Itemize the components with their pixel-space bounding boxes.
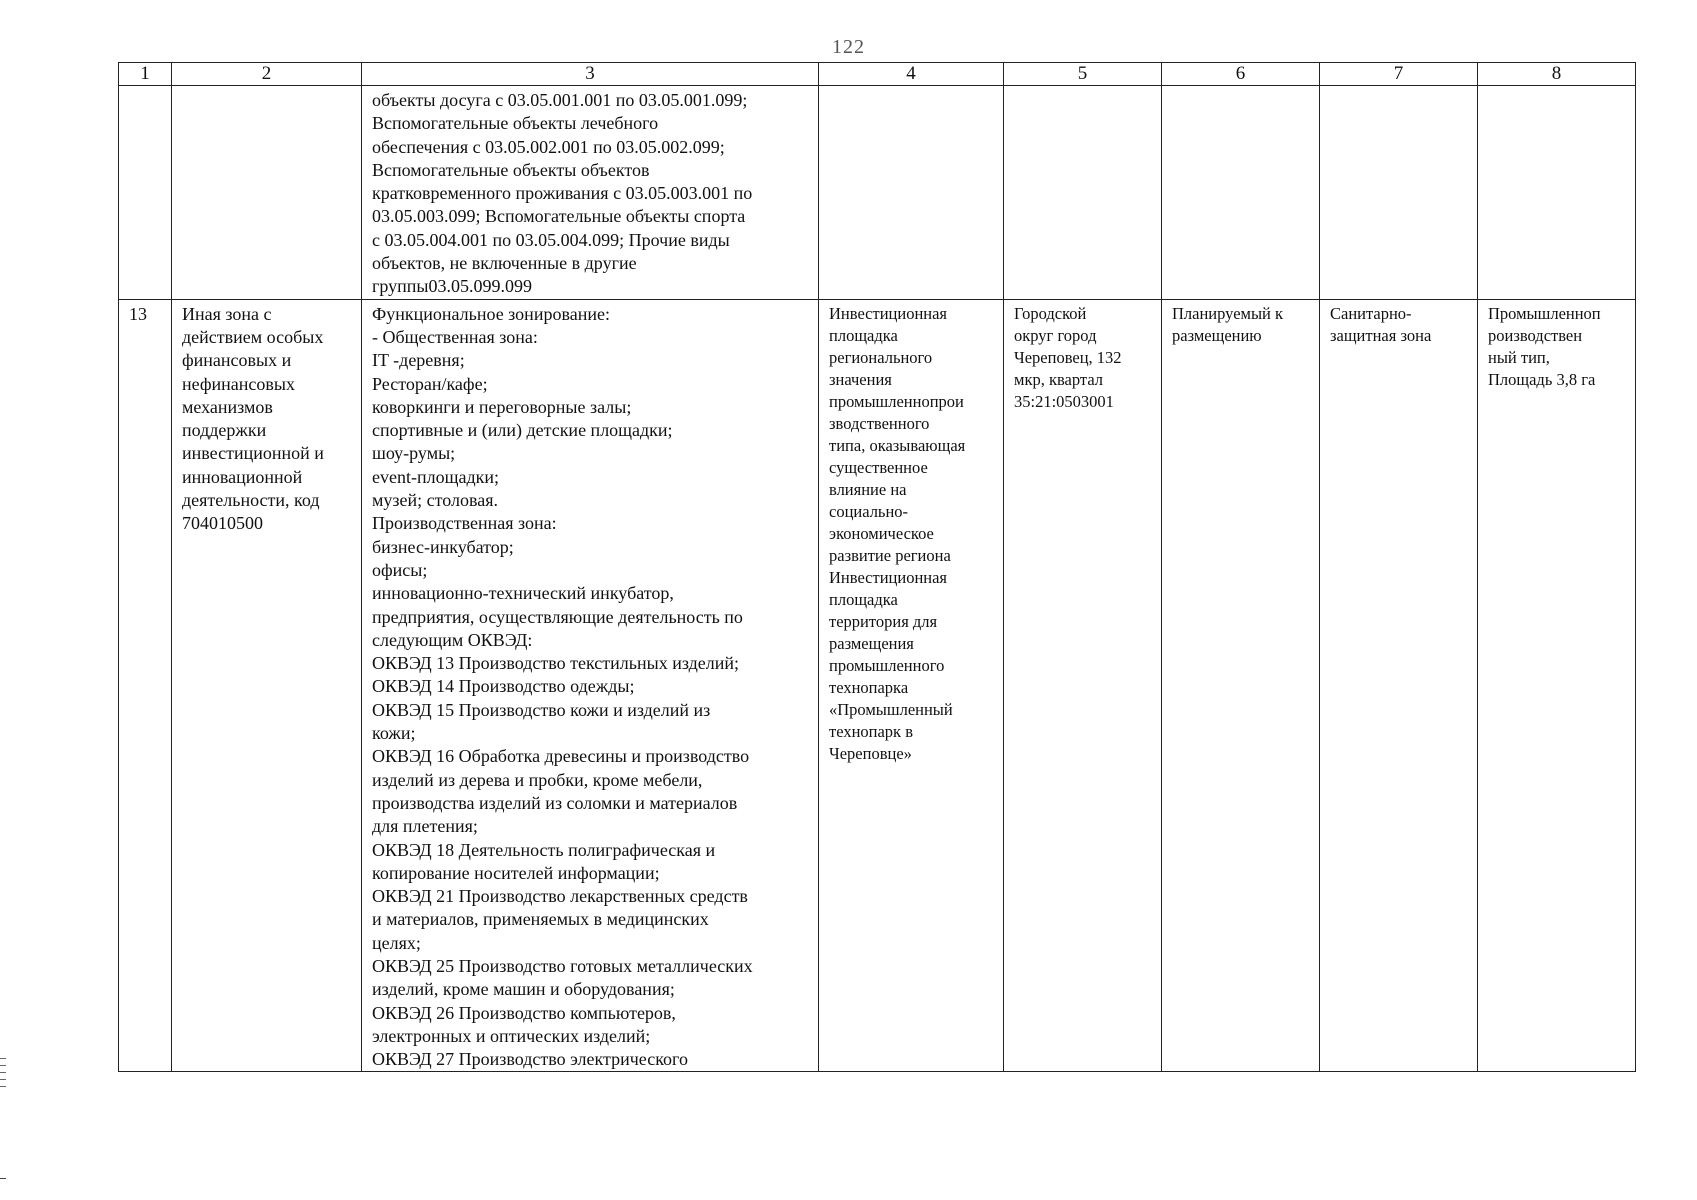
header-col-2: 2 xyxy=(172,63,362,86)
status xyxy=(1162,300,1319,347)
row13-cell-5 xyxy=(1004,299,1162,1072)
text-line: влияние на xyxy=(829,479,907,499)
text-line: кожи; xyxy=(372,723,416,744)
row13-cell-2 xyxy=(172,299,362,1072)
text-line: объекты досуга с 03.05.001.001 по 03.05.001.099; xyxy=(372,90,748,110)
text-line: Производственная зона: xyxy=(372,513,557,534)
row13-cell-7 xyxy=(1320,299,1478,1072)
scan-edge-marks xyxy=(0,1058,8,1098)
text-line: ОКВЭД 14 Производство одежды; xyxy=(372,676,635,697)
cont-cell-4 xyxy=(819,86,1004,300)
text-line: деятельности, код xyxy=(182,490,320,511)
text-line: финансовых и xyxy=(182,350,292,371)
zoning-description xyxy=(362,300,818,1072)
text-line: - Общественная зона: xyxy=(372,326,538,347)
page-number: 122 xyxy=(832,36,865,58)
text-line: ОКВЭД 16 Обработка древесины и производство xyxy=(372,746,750,767)
text-line: социально- xyxy=(829,501,909,521)
text-line: ОКВЭД 27 Производство электрического xyxy=(372,1049,688,1070)
text-line: коворкинги и переговорные залы; xyxy=(372,396,632,417)
cont-col3-text xyxy=(362,86,818,299)
header-col-8: 8 xyxy=(1478,63,1636,86)
header-col-6: 6 xyxy=(1162,63,1320,86)
text-line: промышленного xyxy=(829,655,945,675)
investment-site-description xyxy=(819,300,1003,765)
header-col-7: 7 xyxy=(1320,63,1478,86)
text-line: инновационно-технический инкубатор, xyxy=(372,583,674,604)
text-line: технопарк в xyxy=(829,721,913,741)
cont-cell-6 xyxy=(1162,86,1320,300)
text-line: Планируемый к xyxy=(1172,303,1284,323)
text-line: размещения xyxy=(829,633,914,653)
row13-cell-8 xyxy=(1478,299,1636,1072)
cont-cell-5 xyxy=(1004,86,1162,300)
text-line: ОКВЭД 13 Производство текстильных изделий; xyxy=(372,653,740,674)
text-line: поддержки xyxy=(182,420,267,441)
text-line: типа, оказывающая xyxy=(829,435,966,455)
text-line: ОКВЭД 15 Производство кожи и изделий из xyxy=(372,699,711,720)
text-line: «Промышленный xyxy=(829,699,953,719)
header-col-5: 5 xyxy=(1004,63,1162,86)
text-line: Инвестиционная xyxy=(829,303,948,323)
text-line: для плетения; xyxy=(372,816,478,837)
text-line: электронных и оптических изделий; xyxy=(372,1025,651,1046)
text-line: промышленнопрои xyxy=(829,391,964,411)
text-line: IT -деревня; xyxy=(372,350,465,371)
text-line: инновационной xyxy=(182,466,303,487)
text-line: музей; столовая. xyxy=(372,490,499,511)
text-line: и материалов, применяемых в медицинских xyxy=(372,909,709,930)
text-line: значения xyxy=(829,369,892,389)
text-line: регионального xyxy=(829,347,933,367)
type-and-area xyxy=(1478,300,1635,391)
text-line: 704010500 xyxy=(182,513,263,534)
text-line: Инвестиционная xyxy=(829,567,948,587)
text-line: механизмов xyxy=(182,396,273,417)
text-line: шоу-румы; xyxy=(372,443,456,464)
text-line: изделий, кроме машин и оборудования; xyxy=(372,979,675,1000)
text-line: ОКВЭД 18 Деятельность полиграфическая и xyxy=(372,839,716,860)
text-line: нефинансовых xyxy=(182,373,295,394)
text-line: объектов, не включенные в другие xyxy=(372,253,637,274)
text-line: Городской xyxy=(1014,303,1087,323)
text-line: ОКВЭД 26 Производство компьютеров, xyxy=(372,1002,676,1023)
text-line: следующим ОКВЭД: xyxy=(372,629,533,650)
text-line: зводственного xyxy=(829,413,930,433)
table-row-13 xyxy=(119,299,1636,1072)
text-line: мкр, квартал xyxy=(1014,369,1104,389)
row13-cell-4 xyxy=(819,299,1004,1072)
text-line: Площадь 3,8 га xyxy=(1488,369,1596,389)
text-line: размещению xyxy=(1172,325,1262,345)
row-number: 13 xyxy=(129,303,147,324)
text-line: Ресторан/кафе; xyxy=(372,373,488,394)
text-line: Промышленноп xyxy=(1488,303,1601,323)
text-line: существенное xyxy=(829,457,928,477)
text-line: event-площадки; xyxy=(372,466,499,487)
text-line: 35:21:0503001 xyxy=(1014,391,1114,411)
table-row-continuation xyxy=(119,86,1636,300)
header-row xyxy=(119,63,1636,86)
text-line: бизнес-инкубатор; xyxy=(372,536,514,557)
text-line: экономическое xyxy=(829,523,934,543)
zoning-table xyxy=(118,62,1636,1072)
text-line: ОКВЭД 21 Производство лекарственных средств xyxy=(372,886,748,907)
text-line: группы03.05.099.099 xyxy=(372,276,533,297)
location xyxy=(1004,300,1161,413)
text-line: 03.05.003.099; Вспомогательные объекты спорта xyxy=(372,206,746,227)
text-line: производства изделий из соломки и материалов xyxy=(372,792,738,813)
cont-cell-1 xyxy=(119,86,172,300)
text-line: инвестиционной и xyxy=(182,443,324,464)
text-line: роизводствен xyxy=(1488,325,1583,345)
cont-cell-8 xyxy=(1478,86,1636,300)
text-line: округ город xyxy=(1014,325,1097,345)
text-line: Вспомогательные объекты объектов xyxy=(372,159,650,180)
text-line: копирование носителей информации; xyxy=(372,862,660,883)
cont-cell-2 xyxy=(172,86,362,300)
zone-name xyxy=(172,300,361,536)
row13-cell-3 xyxy=(362,299,819,1072)
text-line: площадка xyxy=(829,589,898,609)
text-line: ный тип, xyxy=(1488,347,1550,367)
scan-edge-tick xyxy=(0,1178,6,1179)
text-line: Череповец, 132 xyxy=(1014,347,1122,367)
text-line: изделий из дерева и пробки, кроме мебели, xyxy=(372,769,703,790)
header-col-1: 1 xyxy=(119,63,172,86)
text-line: кратковременного проживания с 03.05.003.001 по xyxy=(372,183,753,204)
cont-cell-3 xyxy=(362,86,819,300)
text-line: Санитарно- xyxy=(1330,303,1412,323)
text-line: с 03.05.004.001 по 03.05.004.099; Прочие виды xyxy=(372,229,730,250)
text-line: предприятия, осуществляющие деятельность по xyxy=(372,606,743,627)
text-line: территория для xyxy=(829,611,938,631)
text-line: Вспомогательные объекты лечебного xyxy=(372,113,659,134)
text-line: офисы; xyxy=(372,559,428,580)
text-line: площадка xyxy=(829,325,898,345)
text-line: действием особых xyxy=(182,326,324,347)
text-line: ОКВЭД 25 Производство готовых металлических xyxy=(372,955,753,976)
row13-cell-1 xyxy=(119,299,172,1072)
text-line: технопарка xyxy=(829,677,909,697)
text-line: развитие региона xyxy=(829,545,951,565)
text-line: Череповце» xyxy=(829,743,912,763)
row13-cell-6 xyxy=(1162,299,1320,1072)
cont-cell-7 xyxy=(1320,86,1478,300)
restriction-zone xyxy=(1320,300,1477,347)
header-col-4: 4 xyxy=(819,63,1004,86)
text-line: Функциональное зонирование: xyxy=(372,303,610,324)
text-line: защитная зона xyxy=(1330,325,1432,345)
text-line: целях; xyxy=(372,932,421,953)
header-col-3: 3 xyxy=(362,63,819,86)
text-line: Иная зона с xyxy=(182,303,272,324)
text-line: обеспечения с 03.05.002.001 по 03.05.002.099; xyxy=(372,136,725,157)
text-line: спортивные и (или) детские площадки; xyxy=(372,420,673,441)
